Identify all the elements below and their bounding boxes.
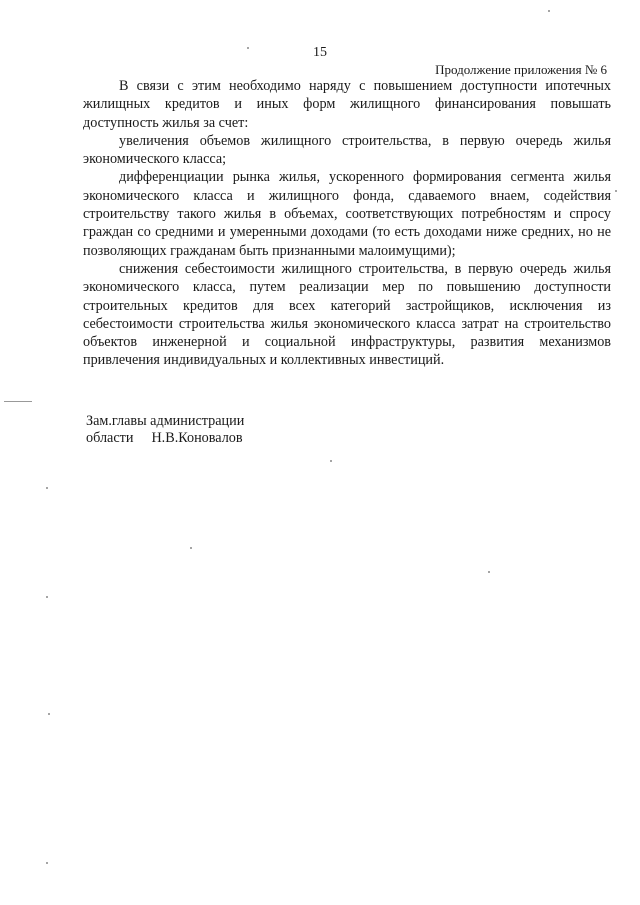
scan-speck <box>46 487 48 489</box>
scan-speck <box>488 571 490 573</box>
scan-speck <box>247 47 249 49</box>
paragraph-construction-volume: увеличения объемов жилищного строительства, в первую очередь жилья экономического класса; <box>83 132 611 168</box>
scan-speck <box>190 547 192 549</box>
scan-edge-mark <box>4 401 32 402</box>
signatory-position: Зам.главы администрации <box>86 413 245 429</box>
scan-speck <box>330 460 332 462</box>
paragraph-intro: В связи с этим необходимо наряду с повышением доступности ипотечных жилищных кредитов и иных форм жилищного финансирования повышать доступность жилья за счет: <box>83 78 611 131</box>
scan-speck <box>46 596 48 598</box>
scan-speck <box>46 862 48 864</box>
scan-speck <box>615 190 617 192</box>
document-body <box>83 77 611 370</box>
signatory-name: Н.В.Коновалов <box>151 430 243 446</box>
scan-speck <box>548 10 550 12</box>
signatory-region: области <box>86 430 134 446</box>
paragraph-market-differentiation: дифференциации рынка жилья, ускоренного формирования сегмента жилья экономического класса и жилищного фонда, сдаваемого внаем, содействия строительству такого жилья в объемах, соответствующих потребностям и спросу граждан со средними и умеренными доходами (то есть доходами ниже средних, но не позволяющих гражданам быть признанными малоимущими); <box>83 169 611 259</box>
paragraph-cost-reduction: снижения себестоимости жилищного строительства, в первую очередь жилья экономического класса, путем реализации мер по повышению доступности строительных кредитов для всех категорий застройщиков, исключения из себестоимости строительства жилья экономического класса затрат на строительство объектов инженерной и социальной инфраструктуры, развития механизмов привлечения индивидуальных и коллективных инвестиций. <box>83 260 611 369</box>
appendix-continuation-note: Продолжение приложения № 6 <box>435 62 607 77</box>
signatory-line <box>86 430 244 447</box>
signature-block <box>86 413 244 447</box>
page-number: 15 <box>313 45 327 60</box>
scan-speck <box>48 713 50 715</box>
